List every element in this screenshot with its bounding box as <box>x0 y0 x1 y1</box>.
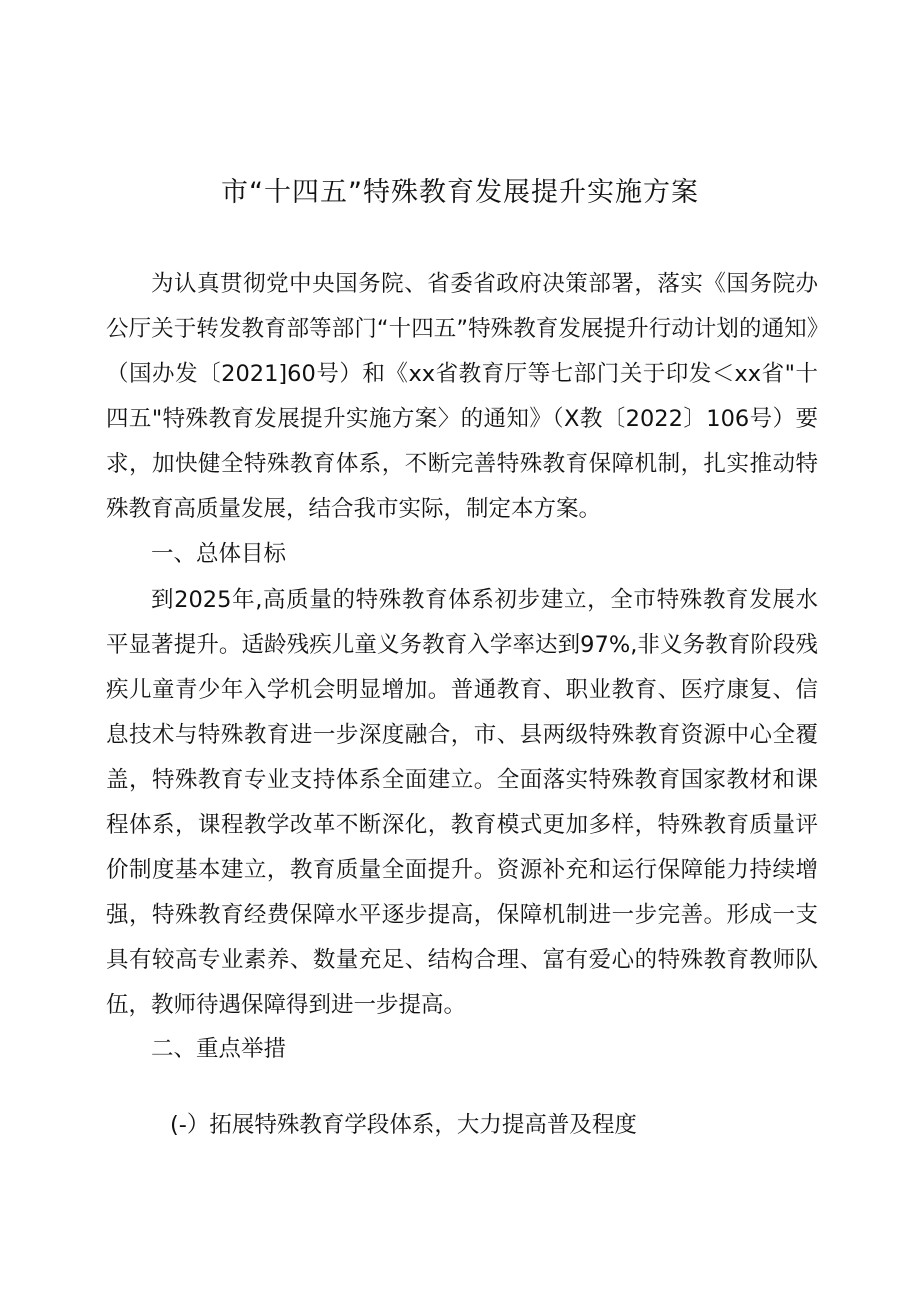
section-heading-key-measures: 二、重点举措 <box>151 1036 287 1062</box>
overall-goals-paragraph: 到2025年,高质量的特殊教育体系初步建立，全市特殊教育发展水平显著提升。适龄残疾儿童义务教育入学率达到97%,非义务教育阶段残疾儿童青少年入学机会明显增加。普通教育、职业教育、医疗康复、信息技术与特殊教育进一步深度融合，市、县两级特殊教育资源中心全覆盖，特殊教育专业支持体系全面建立。全面落实特殊教育国家教材和课程体系，课程教学改革不断深化，教育模式更加多样，特殊教育质量评价制度基本建立，教育质量全面提升。资源补充和运行保障能力持续增强，特殊教育经费保障水平逐步提高，保障机制进一步完善。形成一支具有较高专业素养、数量充足、结构合理、富有爱心的特殊教育教师队伍，教师待遇保障得到进一步提高。 <box>106 587 818 1018</box>
intro-paragraph: 为认真贯彻党中央国务院、省委省政府决策部署，落实《国务院办公厅关于转发教育部等部门“十四五”特殊教育发展提升行动计划的通知》（国办发〔2021]60号）和《xx省教育厅等七部门关于印发＜xx省"十四五"特殊教育发展提升实施方案〉的通知》（X教〔2022〕106号）要求，加快健全特殊教育体系，不断完善特殊教育保障机制，扎实推动特殊教育高质量发展，结合我市实际，制定本方案。 <box>106 271 818 522</box>
document-title: 市“十四五”特殊教育发展提升实施方案 <box>221 177 699 208</box>
section-heading-overall-goals: 一、总体目标 <box>151 541 287 567</box>
subsection-heading: (-）拓展特殊教育学段体系，大力提高普及程度 <box>170 1112 637 1138</box>
